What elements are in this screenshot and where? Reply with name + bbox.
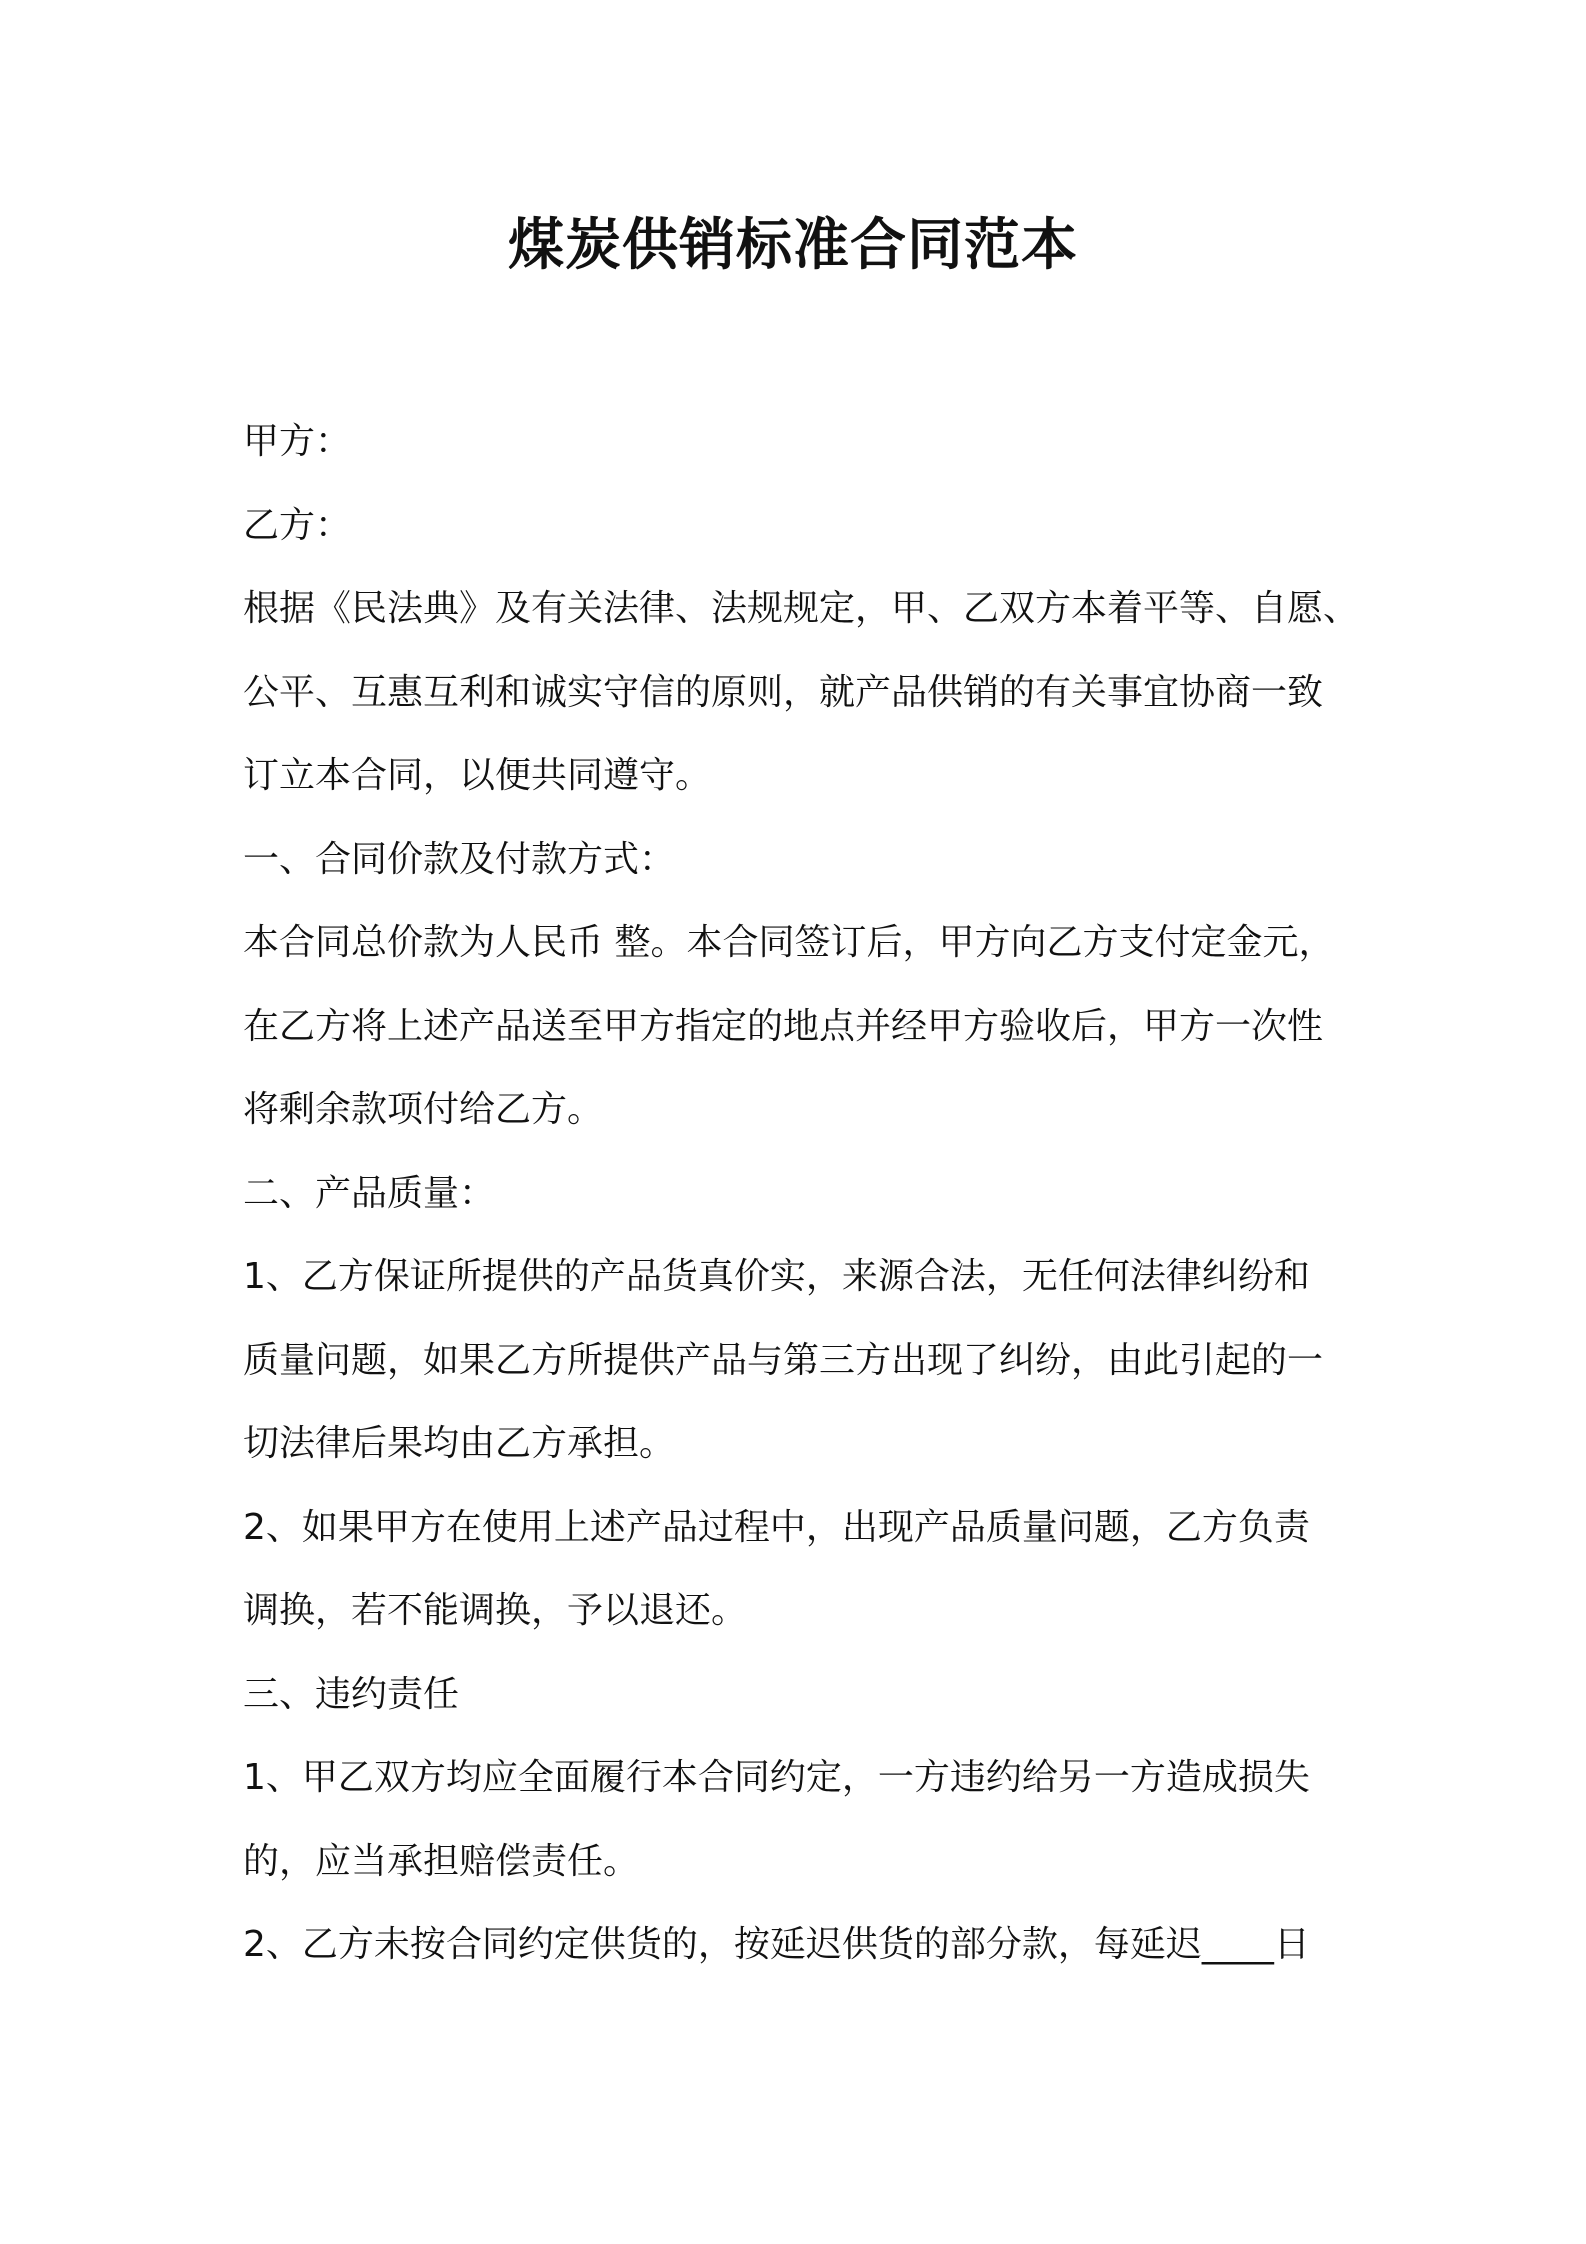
section-heading: 三、违约责任 <box>243 1673 460 1715</box>
text-line: 1、甲乙双方均应全面履行本合同约定，一方违约给另一方造成损失 <box>243 1757 1310 1798</box>
text-line: 2、如果甲方在使用上述产品过程中，出现产品质量问题，乙方负责 <box>243 1506 1310 1548</box>
text-line: 甲方： <box>243 421 352 462</box>
section-heading: 二、产品质量： <box>243 1172 496 1214</box>
text-line: 乙方： <box>243 504 352 546</box>
text-line: 质量问题，如果乙方所提供产品与第三方出现了纠纷，由此引起的一 <box>243 1339 1324 1381</box>
text-line: 调换，若不能调换，予以退还。 <box>243 1590 748 1631</box>
document-title: 煤炭供销标准合同范本 <box>508 213 1078 278</box>
text-line: 1、乙方保证所提供的产品货真价实，来源合法，无任何法律纠纷和 <box>243 1256 1310 1297</box>
text-line: 在乙方将上述产品送至甲方指定的地点并经甲方验收后，甲方一次性 <box>243 1005 1324 1047</box>
text-line: 订立本合同，以便共同遵守。 <box>243 755 712 796</box>
document-body <box>243 400 1363 1987</box>
text-line: 将剩余款项付给乙方。 <box>243 1089 604 1130</box>
text-line: 切法律后果均由乙方承担。 <box>243 1423 676 1464</box>
text-line: 本合同总价款为人民币 整。本合同签订后，甲方向乙方支付定金元， <box>243 922 1335 963</box>
text-line: 公平、互惠互利和诚实守信的原则，就产品供销的有关事宜协商一致 <box>243 671 1324 713</box>
section-heading: 一、合同价款及付款方式： <box>243 838 676 880</box>
text-line: 的，应当承担赔偿责任。 <box>243 1840 640 1882</box>
text-line: 2、乙方未按合同约定供货的，按延迟供货的部分款，每延迟____日 <box>243 1924 1310 1965</box>
text-line: 根据《民法典》及有关法律、法规规定，甲、乙双方本着平等、自愿、 <box>243 588 1360 629</box>
